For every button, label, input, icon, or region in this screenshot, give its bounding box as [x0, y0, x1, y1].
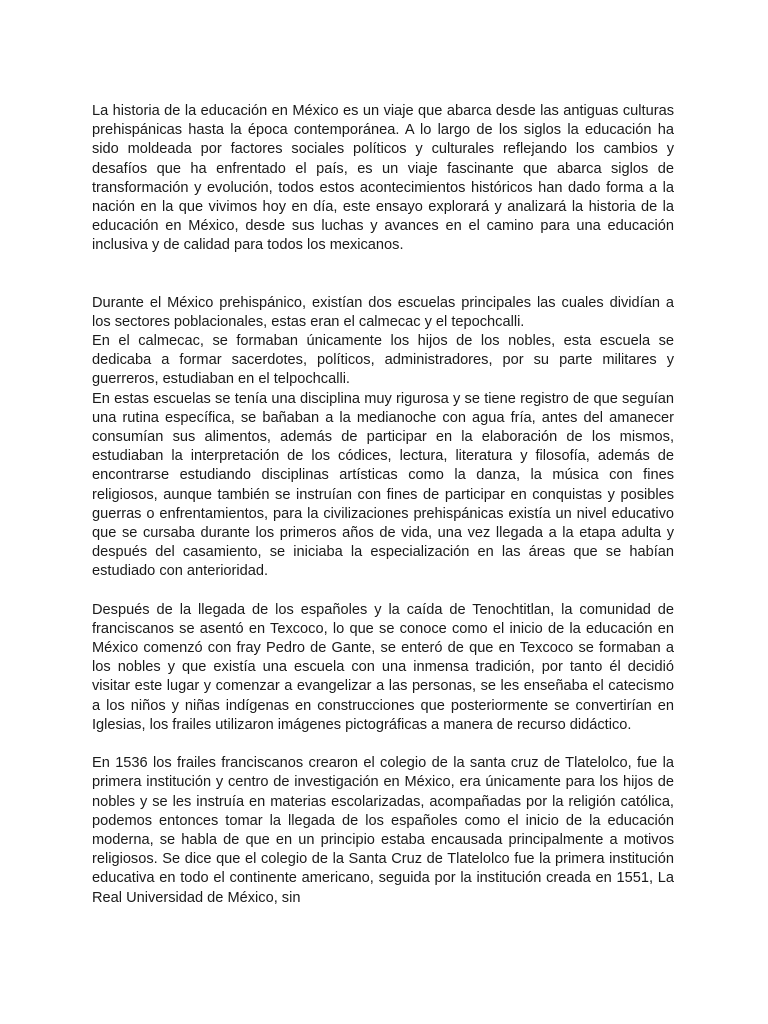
paragraph-prehispanic-schools: Durante el México prehispánico, existían dos escuelas principales las cuales dividían a los sectores poblacionales, estas eran el calmecac y el tepochcalli. — [92, 294, 674, 330]
paragraph-intro: La historia de la educación en México es un viaje que abarca desde las antiguas culturas prehispánicas hasta la época contemporánea. A lo largo de los siglos la educación ha sido moldeada por factores sociales políticos y culturales reflejando los cambios y desafíos que ha enfrentado el país, es un viaje fascinante que abarca siglos de transformación y evolución, todos estos acontecimientos históricos han dado forma a la nación en la que vivimos hoy en día, este ensayo explorará y analizará la historia de la educación en México, desde sus luchas y avances en el camino para una educación inclusiva y de calidad para todos los mexicanos. — [92, 103, 674, 254]
paragraph-spanish-arrival: Después de la llegada de los españoles y la caída de Tenochtitlan, la comunidad de franciscanos se asentó en Texcoco, lo que se conoce como el inicio de la educación en México comenzó con fray Pedro de Gante, se enteró de que en Texcoco se formaban a los nobles y que existía una escuela con una inmensa tradición, por tanto él decidió visitar este lugar y comenzar a evangelizar a las personas, se les enseñaba el catecismo a los niños y niñas indígenas en construcciones que posteriormente se convertirían en Iglesias, los frailes utilizaron imágenes pictográficas a manera de recurso didáctico. — [92, 601, 674, 733]
document-body — [92, 102, 674, 908]
paragraph-spacer — [92, 735, 674, 754]
paragraph-spacer — [92, 582, 674, 601]
paragraph-calmecac: En el calmecac, se formaban únicamente los hijos de los nobles, esta escuela se dedicaba a formar sacerdotes, políticos, administradores, por su parte militares y guerreros, estudiaban en el telpochcalli. — [92, 333, 674, 388]
paragraph-tlatelolco: En 1536 los frailes franciscanos crearon el colegio de la santa cruz de Tlatelolco, fue la primera institución y centro de investigación en México, era únicamente para los hijos de nobles y se les instruía en materias escolarizadas, acompañadas por la religión católica, podemos entonces tomar la llegada de los españoles como el inicio de la educación moderna, se habla de que en un principio estaba encausada principalmente a motivos religiosos. Se dice que el colegio de la Santa Cruz de Tlatelolco fue la primera institución educativa en todo el continente americano, seguida por la institución creada en 1551, La Real Universidad de México, sin — [92, 755, 674, 906]
paragraph-spacer — [92, 256, 674, 294]
paragraph-discipline: En estas escuelas se tenía una disciplina muy rigurosa y se tiene registro de que seguían una rutina específica, se bañaban a la medianoche con agua fría, antes del amanecer consumían sus alimentos, además de participar en la elaboración de los mismos, estudiaban la interpretación de los códices, lectura, literatura y filosofía, además de encontrarse estudiando disciplinas artísticas como la danza, la música con fines religiosos, aunque también se instruían con fines de participar en conquistas y posibles guerras o enfrentamientos, para la civilizaciones prehispánicas existía un nivel educativo que se cursaba durante los primeros años de vida, una vez llegada a la etapa adulta y después del casamiento, se iniciaba la especialización en las áreas que se habían estudiado con anterioridad. — [92, 390, 674, 580]
